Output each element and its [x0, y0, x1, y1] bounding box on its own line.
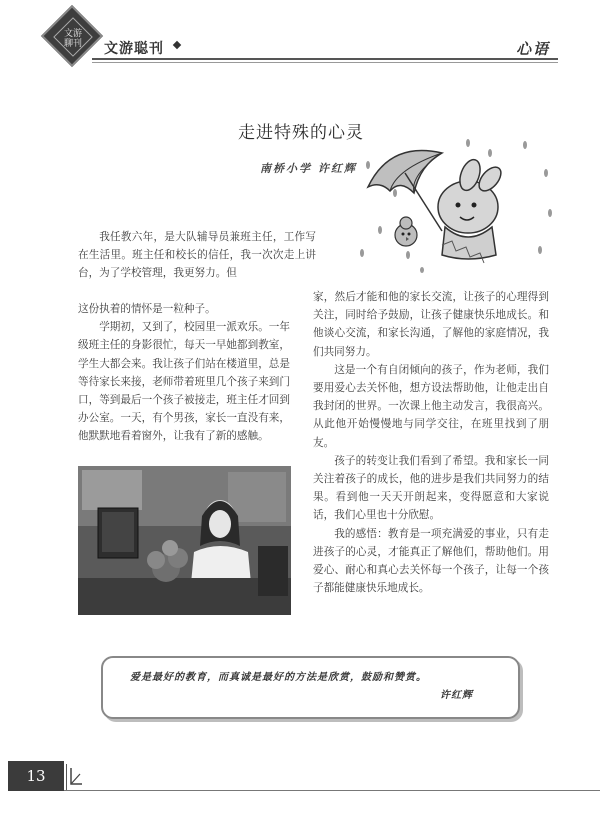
corner-mark-icon — [68, 766, 84, 788]
paragraph: 家，然后才能和他的家长交流，让孩子的心理得到关注，同时给予鼓励，让孩子健康快乐地成长。和他谈心交流，和家长沟通，了解他的家庭情况，我们共同努力。 — [313, 291, 549, 358]
article-title: 走进特殊的心灵 — [238, 123, 364, 143]
paragraph: 我任教六年，是大队辅导员兼班主任，工作写在生活里。班主任和校长的信任，我一次次走上讲台，为了学校管理，我更努力。但 — [78, 231, 316, 280]
quote-author: 许红辉 — [440, 690, 473, 701]
journal-title: 文游聪刊 — [104, 41, 164, 57]
diamond-bullet-icon — [173, 41, 181, 49]
page-number: 13 — [26, 767, 46, 785]
paragraph: 这份执着的情怀是一粒种子。 — [78, 303, 216, 315]
header-rule — [92, 58, 558, 60]
footer-divider — [66, 764, 67, 790]
quote-text: 爱是最好的教育，而真诚是最好的方法是欣赏，鼓励和赞赏。 — [130, 672, 427, 683]
journal-logo-text: 文游 聊刊 — [63, 29, 82, 49]
paragraph: 这是一个有自闭倾向的孩子，作为老师，我们要用爱心去关怀他，想方设法帮助他，让他走出自我封闭的世界。一次课上他主动发言，我很高兴。从此他开始慢慢地与同学交往，在班里找到了朋友。 — [313, 363, 549, 449]
section-name: 心语 — [516, 40, 551, 58]
article-author: 南桥小学 许红辉 — [260, 162, 357, 175]
paragraph: 我的感悟：教育是一项充满爱的事业，只有走进孩子的心灵，才能真正了解他们，帮助他们。用爱心、耐心和真心去关怀每一个孩子，让每一个孩子都能健康快乐地成长。 — [313, 527, 549, 595]
footer-rule — [64, 790, 600, 791]
teacher-photo — [78, 466, 291, 615]
paragraph: 学期初，又到了，校园里一派欢乐。一年级班主任的身影很忙，每天一早她都到教室，学生大都会来。我让孩子们站在楼道里，总是等待家长来接，老师带着班里几个孩子来到门口，等到最后一个孩子被接走，班主任才回到办公室。一天，有个男孩，家长一直没有来，他默默地看着窗外，让我有了新的感触。 — [78, 321, 290, 443]
article-body-right — [313, 288, 549, 597]
header-rule-thin — [92, 62, 558, 63]
paragraph: 孩子的转变让我们看到了希望。我和家长一同关注着孩子的成长，他的进步是我们共同努力的结果。看到他一天天开朗起来，变得愿意和大家说话，我们心里也十分欣慰。 — [313, 454, 549, 522]
cartoon-umbrella-illustration — [350, 135, 560, 275]
article-body-left-mid — [78, 300, 290, 446]
article-body-left-top — [78, 228, 316, 283]
